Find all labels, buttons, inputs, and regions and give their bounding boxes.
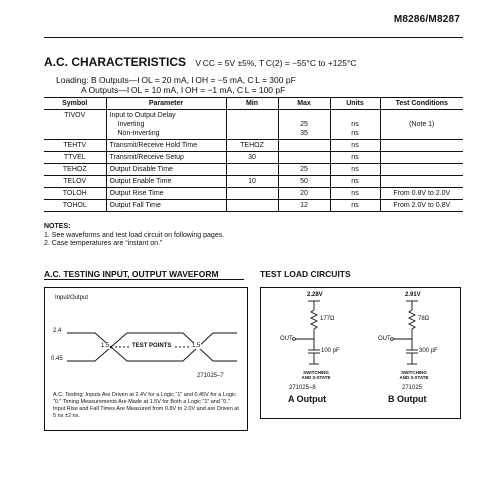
col-min: Min: [226, 98, 278, 110]
level-low-label: 0.45: [51, 356, 63, 362]
notes-heading: NOTES:: [44, 223, 71, 230]
units-cell: ns: [330, 188, 380, 200]
section-title: [44, 55, 357, 69]
b-figure-number: 271025: [402, 385, 423, 391]
parameter-cell: Output Rise Time: [106, 188, 226, 200]
units-line: ns: [351, 121, 359, 128]
a-switch-label: SWITCHING AND 3-STATE: [301, 370, 331, 380]
notes: [44, 223, 224, 249]
parameter-cell: Output Disable Time: [106, 164, 226, 176]
table-row: [44, 140, 463, 152]
max-cell: 20: [278, 188, 330, 200]
parameter-line: Input to Output Delay: [109, 112, 176, 119]
a-out-node: [293, 338, 296, 341]
test-point-right-label: 1.5: [192, 343, 201, 349]
units-cell: ns: [330, 200, 380, 212]
min-cell: [226, 200, 278, 212]
max-line: 35: [300, 130, 308, 137]
min-cell: [226, 188, 278, 200]
title-text: A.C. CHARACTERISTICS: [44, 55, 187, 69]
conditions-line: [384, 129, 461, 138]
parameter-cell: Transmit/Receive Hold Time: [106, 140, 226, 152]
col-max: Max: [278, 98, 330, 110]
a-supply-label: 2.28V: [307, 292, 323, 298]
col-parameter: Parameter: [106, 98, 226, 110]
min-cell: [226, 164, 278, 176]
loading-line-b: Loading: B Outputs—I OL = 20 mA, I OH = −5 mA, C L = 300 pF: [56, 75, 296, 85]
waveform-caption: A.C. Testing: Inputs Are Driven at 2.4V for a Logic “1” and 0.45V for a Logic “0.” Timing Measurements Are Made at 1.5V for Both a Logic “1” and “0.” Input Rise and Fall Times Are Measured from 0.8V to 2.0V and are Driven at 5 ns ±2 ns.: [53, 392, 239, 419]
units-line: ns: [351, 130, 359, 137]
b-switch-label: SWITCHING AND 3-STATE: [399, 370, 429, 380]
waveform-box: [44, 287, 248, 431]
table-row: [44, 176, 463, 188]
conditions-cell: [380, 110, 463, 140]
parameter-cell: [106, 110, 226, 140]
level-high-label: 2.4: [53, 328, 62, 334]
col-symbol: Symbol: [44, 98, 106, 110]
title-conditions: V CC = 5V ±5%, T C(2) = −55°C to +125°C: [195, 58, 357, 68]
col-units: Units: [330, 98, 380, 110]
max-cell: 25: [278, 164, 330, 176]
b-out-label: OUT: [378, 336, 391, 342]
conditions-cell: [380, 176, 463, 188]
waveform-heading-rule: [44, 279, 244, 280]
loading-line-a: A Outputs—I OL = 10 mA, I OH = −1 mA, C L = 100 pF: [81, 85, 286, 95]
max-cell: [278, 110, 330, 140]
conditions-cell: From 2.0V to 0.8V: [380, 200, 463, 212]
max-cell: 12: [278, 200, 330, 212]
min-cell: 30: [226, 152, 278, 164]
symbol-cell: TEHTV: [44, 140, 106, 152]
a-out-label: OUT: [280, 336, 293, 342]
symbol-cell: TELOV: [44, 176, 106, 188]
units-cell: [330, 110, 380, 140]
units-cell: ns: [330, 164, 380, 176]
note-item: 2. Case temperatures are “instant on.”: [44, 240, 163, 247]
units-cell: ns: [330, 140, 380, 152]
table-row: [44, 164, 463, 176]
conditions-cell: From 0.8V to 2.0V: [380, 188, 463, 200]
max-cell: 50: [278, 176, 330, 188]
min-cell: 10: [226, 176, 278, 188]
parameter-cell: Output Fall Time: [106, 200, 226, 212]
load-heading: TEST LOAD CIRCUITS: [260, 269, 351, 279]
max-line: 25: [300, 121, 308, 128]
units-cell: ns: [330, 152, 380, 164]
io-label: Input/Output: [55, 295, 89, 301]
document-header: M8286/M8287: [393, 14, 460, 25]
a-cap-label: 100 pF: [321, 348, 340, 354]
symbol-cell: TOLOH: [44, 188, 106, 200]
conditions-cell: [380, 152, 463, 164]
table-row: [44, 200, 463, 212]
min-cell: TEHOZ: [226, 140, 278, 152]
load-circuits-box: [260, 287, 461, 419]
table-header-row: [44, 98, 463, 110]
a-resistor: [311, 310, 317, 329]
conditions-cell: [380, 140, 463, 152]
a-figure-number: 271025–8: [289, 385, 316, 391]
col-test-conditions: Test Conditions: [380, 98, 463, 110]
note-item: 1. See waveforms and test load circuit on following pages.: [44, 231, 225, 239]
symbol-cell: TEHOZ: [44, 164, 106, 176]
conditions-cell: [380, 164, 463, 176]
waveform-figure-number: 271025–7: [197, 373, 224, 379]
max-line: [282, 111, 327, 120]
units-line: [334, 111, 377, 120]
conditions-line: [384, 111, 461, 120]
parameter-line: Non-Inverting: [117, 130, 160, 137]
table-row: [44, 152, 463, 164]
conditions-line: (Note 1): [409, 121, 435, 128]
a-resistor-label: 177Ω: [320, 316, 335, 322]
parameter-cell: Output Enable Time: [106, 176, 226, 188]
a-output-label: A Output: [288, 394, 327, 404]
symbol-cell: TOHOL: [44, 200, 106, 212]
table-row: [44, 188, 463, 200]
min-cell: [226, 110, 278, 140]
waveform-heading: A.C. TESTING INPUT, OUTPUT WAVEFORM: [44, 269, 219, 279]
parameter-line: Inverting: [117, 121, 145, 128]
ac-characteristics-table: [44, 97, 463, 212]
symbol-cell: TTVEL: [44, 152, 106, 164]
symbol-cell: TIVOV: [44, 110, 106, 140]
b-cap-label: 300 pF: [419, 348, 438, 354]
table-row: [44, 110, 463, 140]
max-cell: [278, 152, 330, 164]
test-point-left-label: 1.5: [101, 343, 110, 349]
b-output-label: B Output: [388, 394, 427, 404]
header-rule: [44, 37, 463, 38]
max-cell: [278, 140, 330, 152]
units-cell: ns: [330, 176, 380, 188]
b-supply-label: 2.91V: [405, 292, 421, 298]
b-resistor: [409, 310, 415, 329]
b-resistor-label: 78Ω: [418, 316, 430, 322]
parameter-cell: Transmit/Receive Setup: [106, 152, 226, 164]
b-out-node: [391, 338, 394, 341]
test-points-label: TEST POINTS: [132, 343, 172, 349]
